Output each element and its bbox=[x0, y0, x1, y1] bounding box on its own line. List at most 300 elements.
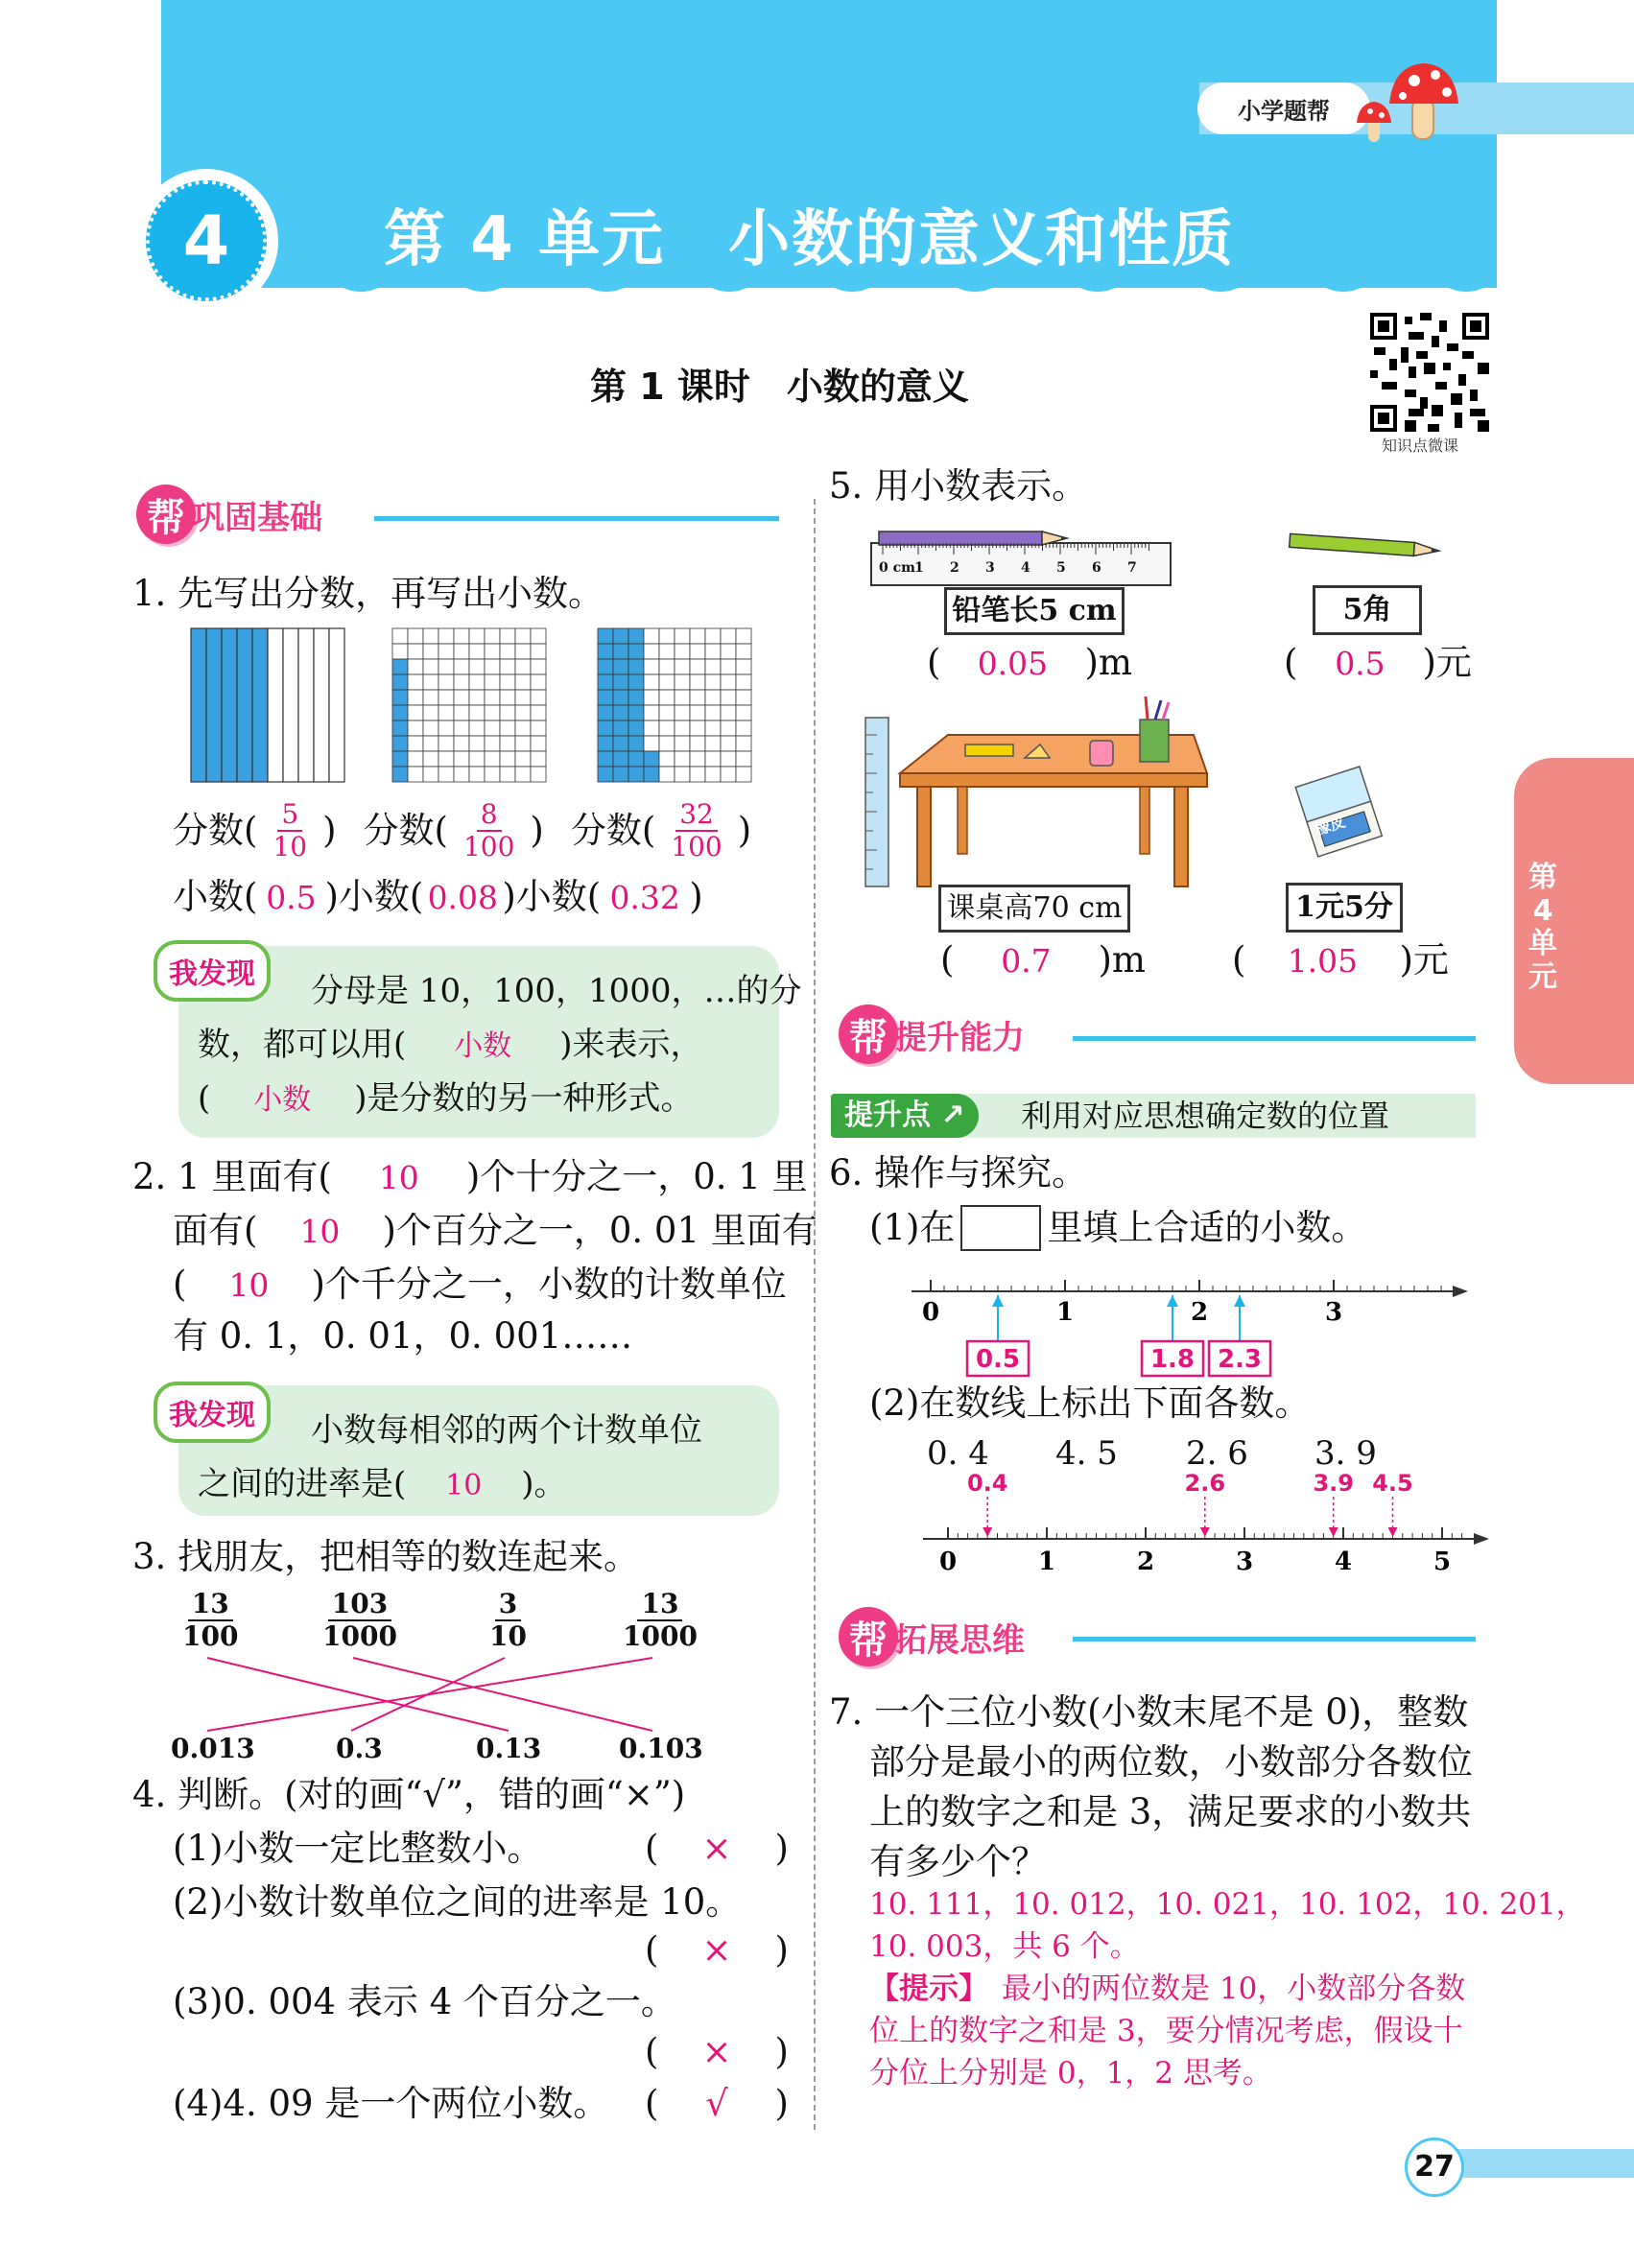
tenth-cell bbox=[206, 628, 222, 782]
q1-fraction-row bbox=[173, 798, 752, 862]
hundredth-cell bbox=[675, 767, 690, 782]
hundredth-cell bbox=[721, 690, 736, 705]
q6-p1b: 里填上合适的小数。 bbox=[1047, 1206, 1367, 1248]
hundredth-cell bbox=[736, 659, 751, 674]
q3-title: 3. 找朋友，把相等的数连起来。 bbox=[132, 1536, 640, 1577]
hundredth-cell bbox=[408, 767, 423, 782]
tisheng-text: 利用对应思想确定数的位置 bbox=[1021, 1098, 1390, 1134]
tenth-cell bbox=[283, 628, 298, 782]
hundredth-cell bbox=[705, 644, 721, 659]
hundredth-cell bbox=[469, 628, 485, 644]
brand-label: 小学题帮 bbox=[1238, 97, 1330, 125]
hundredth-cell bbox=[659, 690, 675, 705]
q5-open-3: ( bbox=[940, 939, 955, 980]
q4-ans-4: √ bbox=[705, 2083, 728, 2124]
hundredth-cell bbox=[628, 751, 644, 767]
q4-paren-1 bbox=[645, 1827, 789, 1871]
q5-answer-4 bbox=[1232, 938, 1449, 982]
section-improve-label: 提升能力 bbox=[894, 1018, 1025, 1057]
hundredth-cell bbox=[721, 705, 736, 721]
q4-item-4: (4)4. 09 是一个两位小数。 bbox=[173, 2083, 609, 2124]
hundredth-cell bbox=[500, 736, 515, 751]
hundredth-cell bbox=[531, 659, 546, 674]
hundredth-cell bbox=[659, 767, 675, 782]
discover-tag-1: 我发现 bbox=[154, 940, 271, 1002]
hundredth-cell bbox=[485, 736, 500, 751]
hundredth-cell bbox=[721, 767, 736, 782]
q7-answer-2: 10. 003，共 6 个。 bbox=[869, 1929, 1140, 1964]
hundredth-cell bbox=[469, 736, 485, 751]
hundredth-cell bbox=[644, 721, 659, 736]
hundredth-cell bbox=[628, 721, 644, 736]
hundredth-cell bbox=[721, 721, 736, 736]
q3-top-3-den: 10 bbox=[489, 1620, 527, 1652]
q6-given-3: 2. 6 bbox=[1186, 1434, 1248, 1473]
hundredth-cell bbox=[659, 659, 675, 674]
q4-ans-1: × bbox=[701, 1828, 732, 1869]
q6-part2: (2)在数线上标出下面各数。 bbox=[869, 1382, 1311, 1424]
hundredth-cell bbox=[659, 751, 675, 767]
q7-answer-1: 10. 111，10. 012，10. 021，10. 102，10. 201， bbox=[869, 1887, 1586, 1922]
page-number-strip bbox=[1439, 2149, 1634, 2178]
q5-title: 5. 用小数表示。 bbox=[829, 465, 1088, 507]
hundredth-cell bbox=[690, 674, 705, 690]
hundredth-cell bbox=[705, 751, 721, 767]
q4-close-4: ) bbox=[774, 2083, 789, 2124]
discover1-ans2: 小数 bbox=[253, 1083, 312, 1117]
q5-label-desk: 课桌高70 cm bbox=[938, 885, 1130, 933]
q1-decimal-row bbox=[173, 875, 703, 919]
q1-close-2: ) bbox=[530, 809, 544, 851]
hundredth-cell bbox=[515, 628, 531, 644]
q5-ans-2: 0.5 bbox=[1335, 645, 1385, 682]
hundredth-cell bbox=[485, 644, 500, 659]
hundredth-cell bbox=[454, 751, 469, 767]
hundredth-cell bbox=[721, 628, 736, 644]
hundredth-cell bbox=[659, 628, 675, 644]
q5-unit-2: )元 bbox=[1422, 642, 1472, 683]
q3-line-2 bbox=[353, 1658, 652, 1731]
hundredth-cell bbox=[423, 628, 438, 644]
q5-ans-3: 0.7 bbox=[1001, 942, 1052, 980]
hundredth-cell bbox=[408, 721, 423, 736]
q6-title: 6. 操作与探究。 bbox=[829, 1152, 1088, 1193]
q7-hint-2: 位上的数字之和是 3，要分情况考虑，假设十 bbox=[869, 2014, 1463, 2048]
q5-unit-4: )元 bbox=[1399, 939, 1449, 980]
hundredth-cell bbox=[515, 644, 531, 659]
number-line-label: 2 bbox=[1136, 1547, 1155, 1576]
hundredth-cell bbox=[485, 690, 500, 705]
hundredth-cell bbox=[705, 690, 721, 705]
q4-close-1: ) bbox=[774, 1828, 789, 1869]
q3-top-1-den: 100 bbox=[182, 1620, 239, 1652]
q5-ans-1: 0.05 bbox=[977, 645, 1049, 682]
hundredth-cell bbox=[454, 644, 469, 659]
hundredth-cell bbox=[469, 644, 485, 659]
discover1-ans1: 小数 bbox=[454, 1029, 512, 1063]
section-basic-line bbox=[374, 516, 779, 521]
q2-line4: 有 0. 1，0. 01，0. 001…… bbox=[173, 1315, 633, 1357]
hundredth-cell bbox=[469, 751, 485, 767]
hundredth-cell bbox=[423, 767, 438, 782]
q3-bottom-3: 0.13 bbox=[476, 1733, 542, 1764]
hundredth-cell bbox=[690, 721, 705, 736]
tenth-cell bbox=[222, 628, 237, 782]
q3-bottom-4: 0.103 bbox=[619, 1733, 703, 1764]
hundredth-cell bbox=[644, 690, 659, 705]
hundredth-cell bbox=[392, 659, 408, 674]
hundredth-cell bbox=[675, 705, 690, 721]
hundredth-cell bbox=[438, 628, 454, 644]
hundredth-cell bbox=[598, 705, 613, 721]
hundredth-cell bbox=[531, 751, 546, 767]
q2-a2: 10 bbox=[299, 1213, 341, 1250]
hundredth-cell bbox=[659, 705, 675, 721]
q3-top-1 bbox=[178, 1588, 242, 1652]
hundredth-cell bbox=[454, 705, 469, 721]
q3-top-2-num: 103 bbox=[328, 1591, 391, 1621]
q1-close-3: ) bbox=[737, 809, 752, 851]
q1-fraction-2-num: 8 bbox=[477, 801, 502, 832]
q2-l1b: )个十分之一，0. 1 里 bbox=[465, 1156, 808, 1197]
q1-fraction-2 bbox=[460, 798, 518, 862]
hundredth-cell bbox=[705, 628, 721, 644]
q1-decimal-label-3: 小数( bbox=[515, 876, 602, 917]
hundredth-cell bbox=[675, 751, 690, 767]
answer-box-value: 1.8 bbox=[1149, 1345, 1196, 1374]
hundredth-cell bbox=[408, 736, 423, 751]
q7-hint1-text: 最小的两位数是 10，小数部分各数 bbox=[1002, 1972, 1466, 2006]
axis-arrow bbox=[1474, 1533, 1489, 1545]
q1-decimal-label-1: 小数( bbox=[173, 876, 258, 917]
hundredth-cell bbox=[736, 705, 751, 721]
hundredth-cell bbox=[392, 767, 408, 782]
hundredth-cell bbox=[598, 690, 613, 705]
hundredth-cell bbox=[515, 751, 531, 767]
hundredth-cell bbox=[438, 690, 454, 705]
hundredth-cell bbox=[690, 644, 705, 659]
section-improve bbox=[839, 1005, 1025, 1063]
hundredth-cell bbox=[675, 736, 690, 751]
hundredth-cell bbox=[628, 690, 644, 705]
hundredth-cell bbox=[485, 751, 500, 767]
ruler-tick-label: 7 bbox=[1127, 560, 1137, 576]
hundredth-cell bbox=[454, 674, 469, 690]
hundredth-cell bbox=[500, 705, 515, 721]
hundredth-cell bbox=[500, 767, 515, 782]
number-line-label: 0 bbox=[921, 1298, 940, 1327]
hundredth-cell bbox=[408, 690, 423, 705]
q2-l3a: ( bbox=[173, 1264, 187, 1305]
q4-open-2: ( bbox=[645, 1929, 659, 1971]
hundredth-cell bbox=[721, 736, 736, 751]
tenth-cell bbox=[329, 628, 344, 782]
q4-title: 4. 判断。(对的画“√”，错的画“×”) bbox=[132, 1774, 686, 1815]
hundredth-cell bbox=[675, 659, 690, 674]
hundredth-cell bbox=[438, 659, 454, 674]
q6-given-2: 4. 5 bbox=[1055, 1434, 1118, 1473]
q7-hint-1 bbox=[869, 1971, 1465, 2008]
q1-decimal-3: 0.32 bbox=[609, 879, 680, 916]
hundredth-cell bbox=[392, 751, 408, 767]
q3-top-3-num: 3 bbox=[495, 1591, 521, 1621]
hundredth-cell bbox=[392, 690, 408, 705]
hundredth-cell bbox=[438, 705, 454, 721]
discover1-line2 bbox=[198, 1025, 703, 1066]
hundredth-cell bbox=[392, 674, 408, 690]
hundredth-cell bbox=[515, 721, 531, 736]
q1-decimal-label-2: 小数( bbox=[338, 876, 424, 917]
q1-grid-hundredths-a bbox=[391, 627, 547, 783]
hundredth-cell bbox=[690, 736, 705, 751]
hundredth-cell bbox=[500, 690, 515, 705]
section-expand-line bbox=[1073, 1637, 1476, 1642]
q7-hint-tag: 【提示】 bbox=[869, 1972, 988, 2006]
q1-dclose-1: ) bbox=[324, 876, 339, 917]
q6-given-4: 3. 9 bbox=[1314, 1434, 1377, 1473]
hundredth-cell bbox=[500, 628, 515, 644]
hundredth-cell bbox=[531, 644, 546, 659]
hundredth-cell bbox=[598, 736, 613, 751]
hundredth-cell bbox=[469, 659, 485, 674]
ruler-tick-label: 2 bbox=[950, 560, 959, 576]
q3-top-3 bbox=[485, 1588, 531, 1652]
hundredth-cell bbox=[628, 644, 644, 659]
hundredth-cell bbox=[690, 767, 705, 782]
hundredth-cell bbox=[736, 674, 751, 690]
hundredth-cell bbox=[531, 690, 546, 705]
hundredth-cell bbox=[736, 751, 751, 767]
q3-line-1 bbox=[207, 1658, 509, 1731]
q7-line3: 上的数字之和是 3，满足要求的小数共 bbox=[869, 1791, 1472, 1832]
q5-answer-3 bbox=[940, 938, 1146, 982]
q6-part1 bbox=[869, 1205, 1366, 1251]
hundredth-cell bbox=[515, 736, 531, 751]
q7-hint-3: 分位上分别是 0，1，2 思考。 bbox=[869, 2056, 1272, 2091]
hundredth-cell bbox=[644, 705, 659, 721]
hundredth-cell bbox=[598, 767, 613, 782]
pointer-arrow-head bbox=[992, 1295, 1004, 1307]
hundredth-cell bbox=[423, 751, 438, 767]
tenth-cell bbox=[252, 628, 268, 782]
hundredth-cell bbox=[613, 628, 628, 644]
q4-paren-4 bbox=[645, 2082, 789, 2126]
number-line-label: 3 bbox=[1235, 1547, 1254, 1576]
hundredth-cell bbox=[485, 674, 500, 690]
q1-decimal-2: 0.08 bbox=[427, 879, 499, 916]
hundredth-cell bbox=[469, 690, 485, 705]
hundredth-cell bbox=[408, 751, 423, 767]
hundredth-cell bbox=[454, 628, 469, 644]
q4-paren-2 bbox=[645, 1928, 789, 1973]
hundredth-cell bbox=[598, 751, 613, 767]
hundredth-cell bbox=[485, 659, 500, 674]
hundredth-cell bbox=[408, 644, 423, 659]
number-line-label: 3 bbox=[1324, 1298, 1343, 1327]
section-basic bbox=[136, 485, 322, 543]
axis-arrow bbox=[1453, 1286, 1468, 1297]
ruler-labels bbox=[869, 560, 1174, 585]
hundredth-cell bbox=[408, 705, 423, 721]
hundredth-cell bbox=[613, 690, 628, 705]
hundredth-cell bbox=[628, 628, 644, 644]
qr-caption: 知识点微课 bbox=[1382, 437, 1459, 455]
q4-ans-2: × bbox=[701, 1929, 732, 1971]
hundredth-cell bbox=[628, 674, 644, 690]
hundredth-cell bbox=[613, 644, 628, 659]
hundredth-cell bbox=[454, 721, 469, 736]
q1-fraction-1 bbox=[269, 798, 311, 862]
q5-unit-3: )m bbox=[1098, 939, 1146, 980]
hundredth-cell bbox=[659, 721, 675, 736]
hundredth-cell bbox=[531, 721, 546, 736]
q4-item-3: (3)0. 004 表示 4 个百分之一。 bbox=[173, 1981, 676, 2022]
hundredth-cell bbox=[531, 767, 546, 782]
ruler-tick-label: 5 bbox=[1056, 560, 1066, 576]
q2-l2b: )个百分之一，0. 01 里面有 bbox=[382, 1210, 817, 1251]
hundredth-cell bbox=[438, 736, 454, 751]
q4-open-1: ( bbox=[645, 1828, 659, 1869]
hundredth-cell bbox=[690, 690, 705, 705]
unit-number-ring bbox=[146, 180, 267, 301]
q1-fraction-1-den: 10 bbox=[272, 831, 308, 862]
hundredth-cell bbox=[644, 659, 659, 674]
desk-image bbox=[862, 697, 1219, 888]
hundredth-cell bbox=[736, 628, 751, 644]
q1-fraction-3 bbox=[667, 798, 725, 862]
q1-fraction-label-2: 分数( bbox=[363, 809, 448, 851]
hundredth-cell bbox=[736, 690, 751, 705]
q2-l3b: )个千分之一，小数的计数单位 bbox=[311, 1264, 787, 1305]
q3-bottom-2: 0.3 bbox=[336, 1733, 383, 1764]
hundredth-cell bbox=[628, 705, 644, 721]
q2-a1: 10 bbox=[378, 1159, 419, 1196]
hundredth-cell bbox=[500, 721, 515, 736]
eraser-text: 橡皮 bbox=[1313, 812, 1348, 839]
q5-answer-1 bbox=[927, 641, 1132, 685]
hundredth-cell bbox=[613, 751, 628, 767]
q2-l1a: 2. 1 里面有( bbox=[132, 1156, 332, 1197]
arrow-up-icon: ↗ bbox=[940, 1099, 965, 1132]
mark-arrow bbox=[1200, 1527, 1210, 1537]
hundredth-cell bbox=[598, 674, 613, 690]
hundredth-cell bbox=[598, 721, 613, 736]
hundredth-cell bbox=[438, 767, 454, 782]
q7-line2: 部分是最小的两位数，小数部分各数位 bbox=[869, 1741, 1473, 1783]
hundredth-cell bbox=[408, 674, 423, 690]
q5-open-4: ( bbox=[1232, 939, 1246, 980]
bang-icon-2: 帮 bbox=[839, 1004, 898, 1064]
hundredth-cell bbox=[628, 659, 644, 674]
pointer-arrow-head bbox=[1234, 1295, 1245, 1307]
q1-close-1: ) bbox=[322, 809, 337, 851]
hundredth-cell bbox=[644, 674, 659, 690]
hundredth-cell bbox=[485, 628, 500, 644]
q3-line-4 bbox=[207, 1658, 652, 1731]
q5-label-5jiao: 5角 bbox=[1313, 585, 1422, 635]
unit-number: 4 bbox=[182, 201, 230, 280]
hundredth-cell bbox=[392, 705, 408, 721]
hundredth-cell bbox=[705, 659, 721, 674]
hundredth-cell bbox=[690, 705, 705, 721]
hundredth-cell bbox=[531, 736, 546, 751]
hundredth-cell bbox=[705, 767, 721, 782]
hundredth-cell bbox=[515, 659, 531, 674]
discover2-line2 bbox=[198, 1464, 567, 1505]
q2-a3: 10 bbox=[228, 1266, 270, 1304]
number-line-label: 5 bbox=[1433, 1547, 1452, 1576]
hundredth-cell bbox=[531, 628, 546, 644]
q6-p1a: (1)在 bbox=[869, 1206, 956, 1248]
q5-answer-2 bbox=[1284, 641, 1472, 685]
q7-line1: 7. 一个三位小数(小数末尾不是 0)，整数 bbox=[829, 1691, 1469, 1733]
q4-ans-3: × bbox=[701, 2031, 732, 2072]
hundredth-cell bbox=[423, 690, 438, 705]
q1-fraction-label-3: 分数( bbox=[570, 809, 656, 851]
ruler-tick-label: 6 bbox=[1092, 560, 1101, 576]
hundredth-cell bbox=[469, 721, 485, 736]
hundredth-cell bbox=[531, 705, 546, 721]
hundredth-cell bbox=[736, 767, 751, 782]
q5-open-1: ( bbox=[927, 642, 941, 683]
mark-arrow bbox=[1329, 1527, 1338, 1537]
ruler-tick-label: 4 bbox=[1021, 560, 1030, 576]
hundredth-cell bbox=[485, 705, 500, 721]
hundredth-cell bbox=[392, 736, 408, 751]
unit-title: 第 4 单元 小数的意义和性质 bbox=[384, 204, 1236, 275]
q3-top-4-num: 13 bbox=[637, 1591, 682, 1621]
q4-open-4: ( bbox=[645, 2083, 659, 2124]
discover1-line1: 分母是 10，100，1000，…的分 bbox=[311, 972, 802, 1010]
hundredth-cell bbox=[613, 674, 628, 690]
hundredth-cell bbox=[613, 705, 628, 721]
hundredth-cell bbox=[392, 644, 408, 659]
q1-grid-tenths bbox=[190, 627, 345, 783]
hundredth-cell bbox=[675, 644, 690, 659]
hundredth-cell bbox=[423, 721, 438, 736]
number-line-label: 1 bbox=[1037, 1547, 1056, 1576]
hundredth-cell bbox=[675, 721, 690, 736]
hundredth-cell bbox=[454, 690, 469, 705]
hundredth-cell bbox=[408, 659, 423, 674]
discover2-line2a: 之间的进率是( bbox=[198, 1465, 407, 1503]
section-expand-label: 拓展思维 bbox=[894, 1620, 1025, 1660]
ruler-tick-label: 0 cm bbox=[879, 560, 915, 576]
section-basic-label: 巩固基础 bbox=[192, 498, 322, 537]
discover1-line3a: ( bbox=[198, 1079, 211, 1118]
hundredth-cell bbox=[690, 628, 705, 644]
q1-fraction-3-num: 32 bbox=[675, 801, 718, 832]
tenth-cell bbox=[268, 628, 283, 782]
hundredth-cell bbox=[659, 644, 675, 659]
hundredth-cell bbox=[500, 751, 515, 767]
hundredth-cell bbox=[675, 674, 690, 690]
q1-title: 1. 先写出分数，再写出小数。 bbox=[132, 573, 604, 614]
hundredth-cell bbox=[515, 690, 531, 705]
hundredth-cell bbox=[659, 674, 675, 690]
q2-line2 bbox=[173, 1209, 817, 1253]
q4-paren-3 bbox=[645, 2030, 789, 2074]
bang-icon: 帮 bbox=[136, 484, 196, 544]
hundredth-cell bbox=[423, 659, 438, 674]
q2-l2a: 面有( bbox=[173, 1210, 258, 1251]
hundredth-cell bbox=[613, 767, 628, 782]
hundredth-cell bbox=[454, 767, 469, 782]
q1-fraction-3-den: 100 bbox=[671, 831, 722, 862]
answer-box-value: 0.5 bbox=[975, 1345, 1021, 1374]
q1-fraction-2-den: 100 bbox=[462, 831, 515, 862]
q1-grid-hundredths-b bbox=[597, 627, 752, 783]
